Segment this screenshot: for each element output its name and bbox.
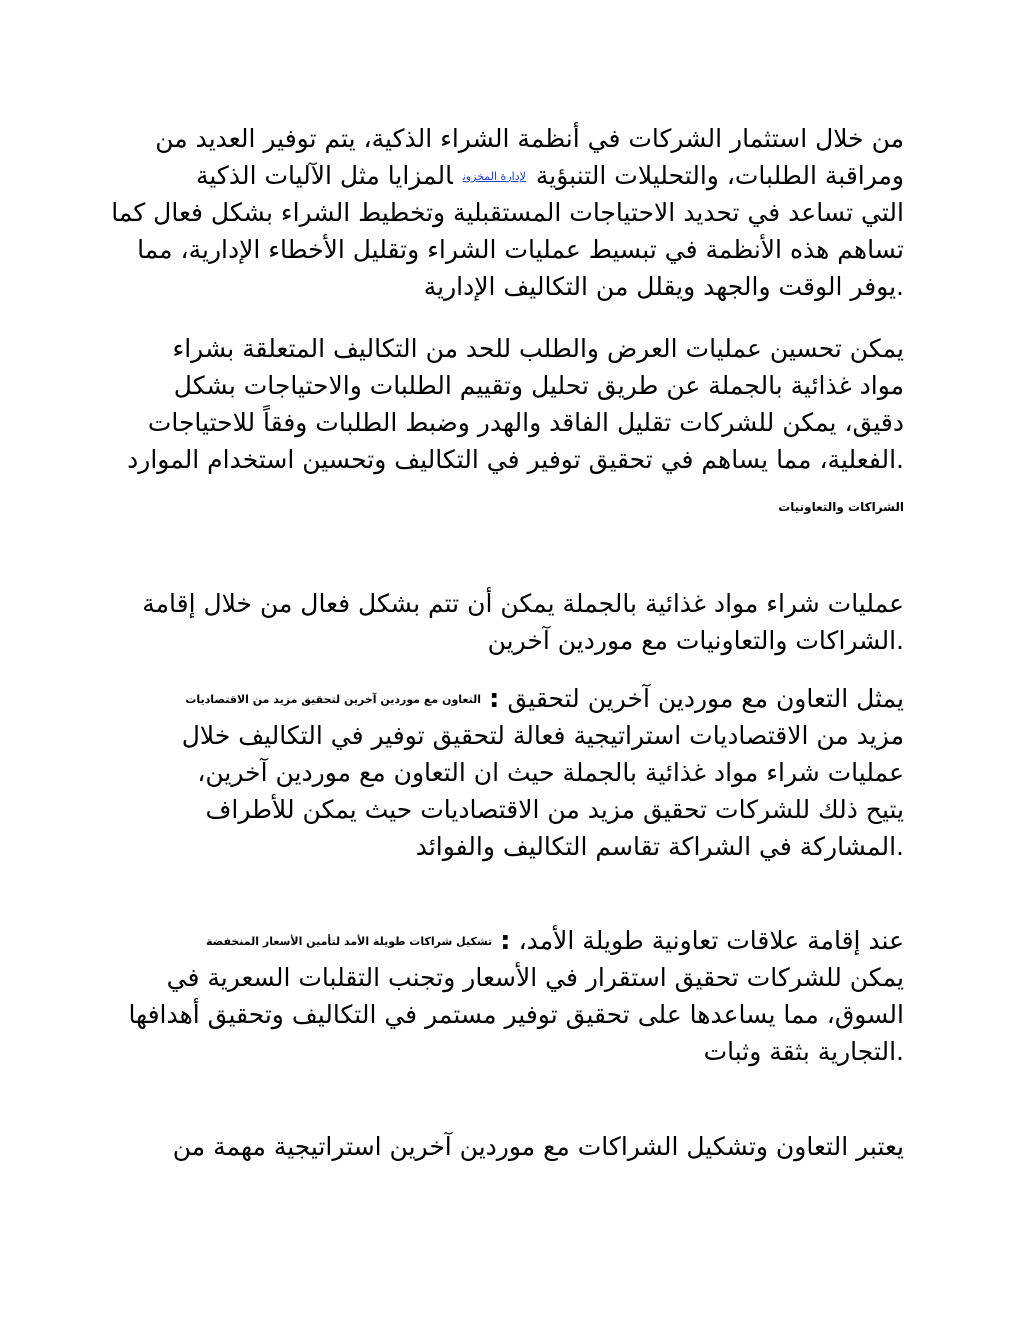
paragraph-line: يمكن للشركات تحقيق استقرار في الأسعار وتجنب التقلبات السعرية في (166, 963, 904, 992)
paragraph-smart-procurement (111, 120, 904, 305)
colon: : (500, 926, 511, 956)
paragraph-line: يعتبر التعاون وتشكيل الشراكات مع موردين آخرين استراتيجية مهمة من (172, 1132, 904, 1161)
paragraph-line: من خلال استثمار الشركات في أنظمة الشراء الذكية، يتم توفير العديد من (155, 124, 904, 153)
paragraph-line-with-link (144, 157, 904, 194)
paragraph-line: .يوفر الوقت والجهد ويقلل من التكاليف الإدارية (423, 272, 904, 301)
inline-subheading: التعاون مع موردين آخرين لتحقيق مزيد من الاقتصاديات (185, 693, 482, 706)
paragraph-line-with-subheading (144, 922, 904, 959)
inventory-management-link[interactable]: لإدارة المخزون (462, 170, 526, 183)
paragraph-line: .الفعلية، مما يساهم في تحقيق توفير في التكاليف وتحسين استخدام الموارد (127, 445, 904, 474)
paragraph-text: ومراقبة الطلبات، والتحليلات التنبؤية (535, 161, 904, 190)
paragraph-cooperation (114, 680, 904, 865)
paragraph-text: المزايا مثل الآليات الذكية (195, 161, 453, 190)
paragraph-line: مواد غذائية بالجملة عن طريق تحليل وتقييم الطلبات والاحتياجات بشكل (173, 371, 904, 400)
paragraph-line: التي تساعد في تحديد الاحتياجات المستقبلية وتخطيط الشراء بشكل فعال كما (111, 198, 904, 227)
inline-subheading: تشكيل شراكات طويلة الأمد لتأمين الأسعار المنخفضة (205, 935, 493, 948)
paragraph-partnerships (144, 585, 904, 659)
paragraph-line: مزيد من الاقتصاديات استراتيجية فعالة لتحقيق توفير في التكاليف خلال (181, 721, 904, 750)
paragraph-line-with-subheading (114, 680, 904, 717)
paragraph-line: السوق، مما يساعدها على تحقيق توفير مستمر في التكاليف وتحقيق أهدافها (128, 1000, 904, 1029)
paragraph-line: .المشاركة في الشراكة تقاسم التكاليف والفوائد (415, 832, 904, 861)
paragraph-text: يمثل التعاون مع موردين آخرين لتحقيق (507, 684, 904, 713)
paragraph-line: .التجارية بثقة وثبات (703, 1037, 904, 1066)
paragraph-long-term-partnerships (128, 922, 904, 1070)
paragraph-supply-demand (127, 330, 904, 478)
paragraph-line: عمليات شراء مواد غذائية بالجملة يمكن أن تتم بشكل فعال من خلال إقامة (142, 589, 904, 618)
paragraph-line: عمليات شراء مواد غذائية بالجملة حيث ان التعاون مع موردين آخرين، (197, 758, 904, 787)
section-heading-partnerships: الشراكات والتعاونيات (778, 500, 904, 514)
paragraph-strategy (144, 1128, 904, 1165)
paragraph-line: يتيح ذلك للشركات تحقيق مزيد من الاقتصاديات حيث يمكن للأطراف (205, 795, 904, 824)
colon: : (489, 684, 500, 714)
paragraph-line: .الشراكات والتعاونيات مع موردين آخرين (487, 626, 904, 655)
paragraph-text: عند إقامة علاقات تعاونية طويلة الأمد، (518, 926, 904, 955)
paragraph-line: تساهم هذه الأنظمة في تبسيط عمليات الشراء وتقليل الأخطاء الإدارية، مما (137, 235, 904, 264)
paragraph-line: يمكن تحسين عمليات العرض والطلب للحد من التكاليف المتعلقة بشراء (172, 334, 904, 363)
paragraph-line: دقيق، يمكن للشركات تقليل الفاقد والهدر وضبط الطلبات وفقاً للاحتياجات (147, 408, 904, 437)
